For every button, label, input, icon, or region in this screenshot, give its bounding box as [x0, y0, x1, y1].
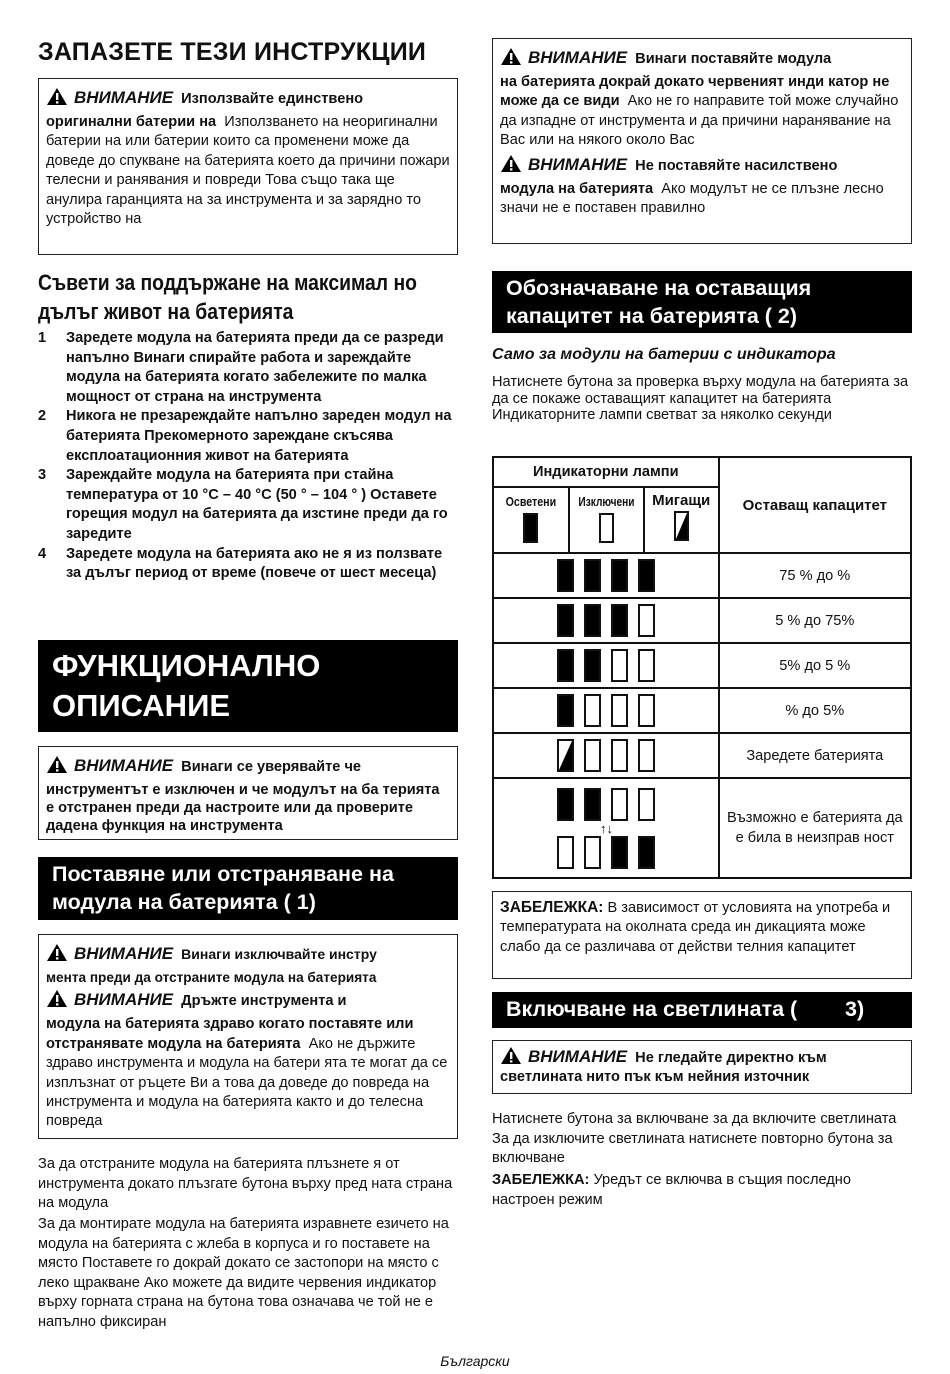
- lamp-off-icon: [557, 836, 574, 869]
- header-blinking: Мигащи: [644, 487, 719, 553]
- warning-box-switch-off: ВНИМАНИЕ Винаги се уверявайте че инструментът е изключен и че модулът на ба терията е отстранен преди да настроите или да проверите дадена функция на инструмента: [38, 746, 458, 840]
- lamp-row: [493, 643, 719, 688]
- lamp-off-icon: [638, 604, 655, 637]
- lamp-off-icon: [584, 739, 601, 772]
- header-remaining-capacity: Оставащ капацитет: [719, 457, 911, 553]
- tip-item: 3 Зареждайте модула на батерията при стайна температура от 10 °C – 40 °C (50 ° – 104 ° ) Оставете горещия модул на батерията да изстине преди да го заредите: [38, 467, 448, 542]
- warning-triangle-icon: [500, 1046, 522, 1065]
- up-down-arrows-icon: ↑↓: [600, 820, 613, 836]
- lamp-off-icon: [611, 739, 628, 772]
- lamp-off-legend-icon: [599, 513, 614, 543]
- paragraph-install-battery: За да монтирате модула на батерията изравнете езичето на модула на батерията с жлеба в корпуса и го поставете на място Поставете го докрай докато се застопори на място с леко щракване Ако можете да видите червения индикатор върху горната страна на бутона това означава че той не е напълно фиксиран: [38, 1216, 449, 1330]
- lamp-on-icon: [557, 788, 574, 821]
- warning-triangle-icon: [46, 87, 68, 106]
- battery-capacity-heading: Обозначаване на оставащия капацитет на батерията ( 2): [492, 271, 912, 333]
- indicator-only-note: Само за модули на батерии с индикатора: [492, 346, 836, 363]
- lamp-on-icon: [638, 836, 655, 869]
- note-last-mode: ЗАБЕЛЕЖКА: Уредът се включва в същия последно настроен режим: [492, 1172, 851, 1208]
- lamp-on-icon: [611, 604, 628, 637]
- capacity-value: Възможно е батерията да е била в неизправ ност: [719, 778, 911, 878]
- lamp-on-icon: [584, 649, 601, 682]
- save-instructions-title: ЗАПАЗЕТЕ ТЕЗИ ИНСТРУКЦИИ: [38, 38, 427, 66]
- lamp-off-icon: [611, 649, 628, 682]
- lamp-off-icon: [638, 739, 655, 772]
- battery-tips-list: [38, 329, 458, 584]
- lamp-on-icon: [584, 559, 601, 592]
- lamp-on-icon: [638, 559, 655, 592]
- light-on-heading: Включване на светлината ( 3): [492, 992, 912, 1028]
- header-indicator-lamps: Индикаторни лампи: [493, 457, 719, 487]
- lamp-blink-legend-icon: [674, 511, 689, 541]
- battery-tips-title: Съвети за поддържане на максимал но дълъг живот на батерията: [38, 270, 417, 324]
- capacity-value: 75 % до %: [719, 553, 911, 598]
- tip-item: 1 Заредете модула на батерията преди да се разреди напълно Винаги спирайте работа и зареждайте модула на батерията когато забележите по малка мощност от страна на инструмента: [38, 330, 444, 405]
- lamp-off-icon: [584, 836, 601, 869]
- paragraph-press-check-button: Натиснете бутона за проверка върху модула на батерията за да се покаже оставащият капацитет на батерията Индикаторните лампи светват за няколко секунди: [492, 374, 909, 423]
- page-footer-language: Български: [440, 1353, 510, 1369]
- lamp-off-icon: [638, 694, 655, 727]
- functional-description-heading: ФУНКЦИОНАЛНО ОПИСАНИЕ: [38, 640, 458, 732]
- lamp-off-icon: [584, 694, 601, 727]
- capacity-value: % до 5%: [719, 688, 911, 733]
- lamp-off-icon: [638, 788, 655, 821]
- lamp-off-icon: [638, 649, 655, 682]
- lamp-row-malfunction: [493, 778, 719, 878]
- warning-triangle-icon: [500, 154, 522, 173]
- lamp-on-icon: [584, 604, 601, 637]
- lamp-blink-icon: [557, 739, 574, 772]
- paragraph-remove-battery: За да отстраните модула на батерията плъзнете я от инструмента докато плъзгате бутона върху пред ната страна на модула: [38, 1156, 453, 1212]
- capacity-value: Заредете батерията: [719, 733, 911, 778]
- lamp-row: [493, 688, 719, 733]
- lamp-row: [493, 553, 719, 598]
- warning-triangle-icon: [46, 755, 68, 774]
- warning-box-original-batteries: ВНИМАНИЕ Използвайте единствено оригинални батерии на Използването на неоригинални батерии на или батерии които са променени може да доведе до спукване на батерията което да причини пожари телесни и ранявания и повреди Това също така ще анулира гаранцията на за инструмента и за зарядно то устройство на: [38, 78, 458, 255]
- capacity-value: 5% до 5 %: [719, 643, 911, 688]
- lamp-off-icon: [611, 694, 628, 727]
- note-box-indication: ЗАБЕЛЕЖКА: В зависимост от условията на употреба и температурата на околната среда ин дикацията може слабо да се различава от действи телния капацитет: [492, 891, 912, 979]
- install-battery-heading: Поставяне или отстраняване на модула на батерията ( 1): [38, 857, 458, 920]
- indicator-lamps-table: [492, 456, 912, 879]
- lamp-on-legend-icon: [523, 513, 538, 543]
- header-lit: Осветени: [493, 487, 569, 553]
- header-off: Изключени: [569, 487, 644, 553]
- paragraph-light-switch: Натиснете бутона за включване за да включите светлината За да изключите светлината натиснете повторно бутона за включване: [492, 1111, 897, 1167]
- lamp-on-icon: [584, 788, 601, 821]
- lamp-row: [493, 598, 719, 643]
- lamp-on-icon: [557, 694, 574, 727]
- warning-triangle-icon: [500, 47, 522, 66]
- lamp-on-icon: [557, 604, 574, 637]
- lamp-off-icon: [611, 788, 628, 821]
- lamp-row: [493, 733, 719, 778]
- warning-box-light: ВНИМАНИЕ Не гледайте директно към светлината нито пък към нейния източник: [492, 1040, 912, 1094]
- capacity-value: 5 % до 75%: [719, 598, 911, 643]
- lamp-on-icon: [557, 649, 574, 682]
- warning-box-insert-fully: ВНИМАНИЕ Винаги поставяйте модула на батерията докрай докато червеният инди катор не може да се види Ако не го направите той може случайно да изпадне от инструмента и да причини наранявание на Вас или на някого около Вас ВНИМАНИЕ Не поставяйте насилствено модула на батерията Ако модулът не се плъзне лесно значи не е поставен правилно: [492, 38, 912, 244]
- lamp-on-icon: [557, 559, 574, 592]
- warning-triangle-icon: [46, 989, 68, 1008]
- tip-item: 4 Заредете модула на батерията ако не я из ползвате за дълъг период от време (повече от шест месеца): [38, 545, 443, 582]
- tip-item: 2 Никога не презареждайте напълно зареден модул на батерията Прекомерното зареждане скъсява експлоатационния живот на батерията: [38, 408, 452, 464]
- lamp-on-icon: [611, 559, 628, 592]
- lamp-on-icon: [611, 836, 628, 869]
- warning-triangle-icon: [46, 943, 68, 962]
- warning-box-install: ВНИМАНИЕ Винаги изключвайте инстру мента преди да отстраните модула на батерията ВНИМАНИЕ Дръжте инструмента и модула на батерията здраво когато поставяте или отстранявате модула на батерията Ако не държите здраво инструмента и модула на батери ята те могат да се изплъзнат от ръцете Ви а това да доведе до повреда на инструмента и модула на батерията както и до телесна повреда: [38, 934, 458, 1139]
